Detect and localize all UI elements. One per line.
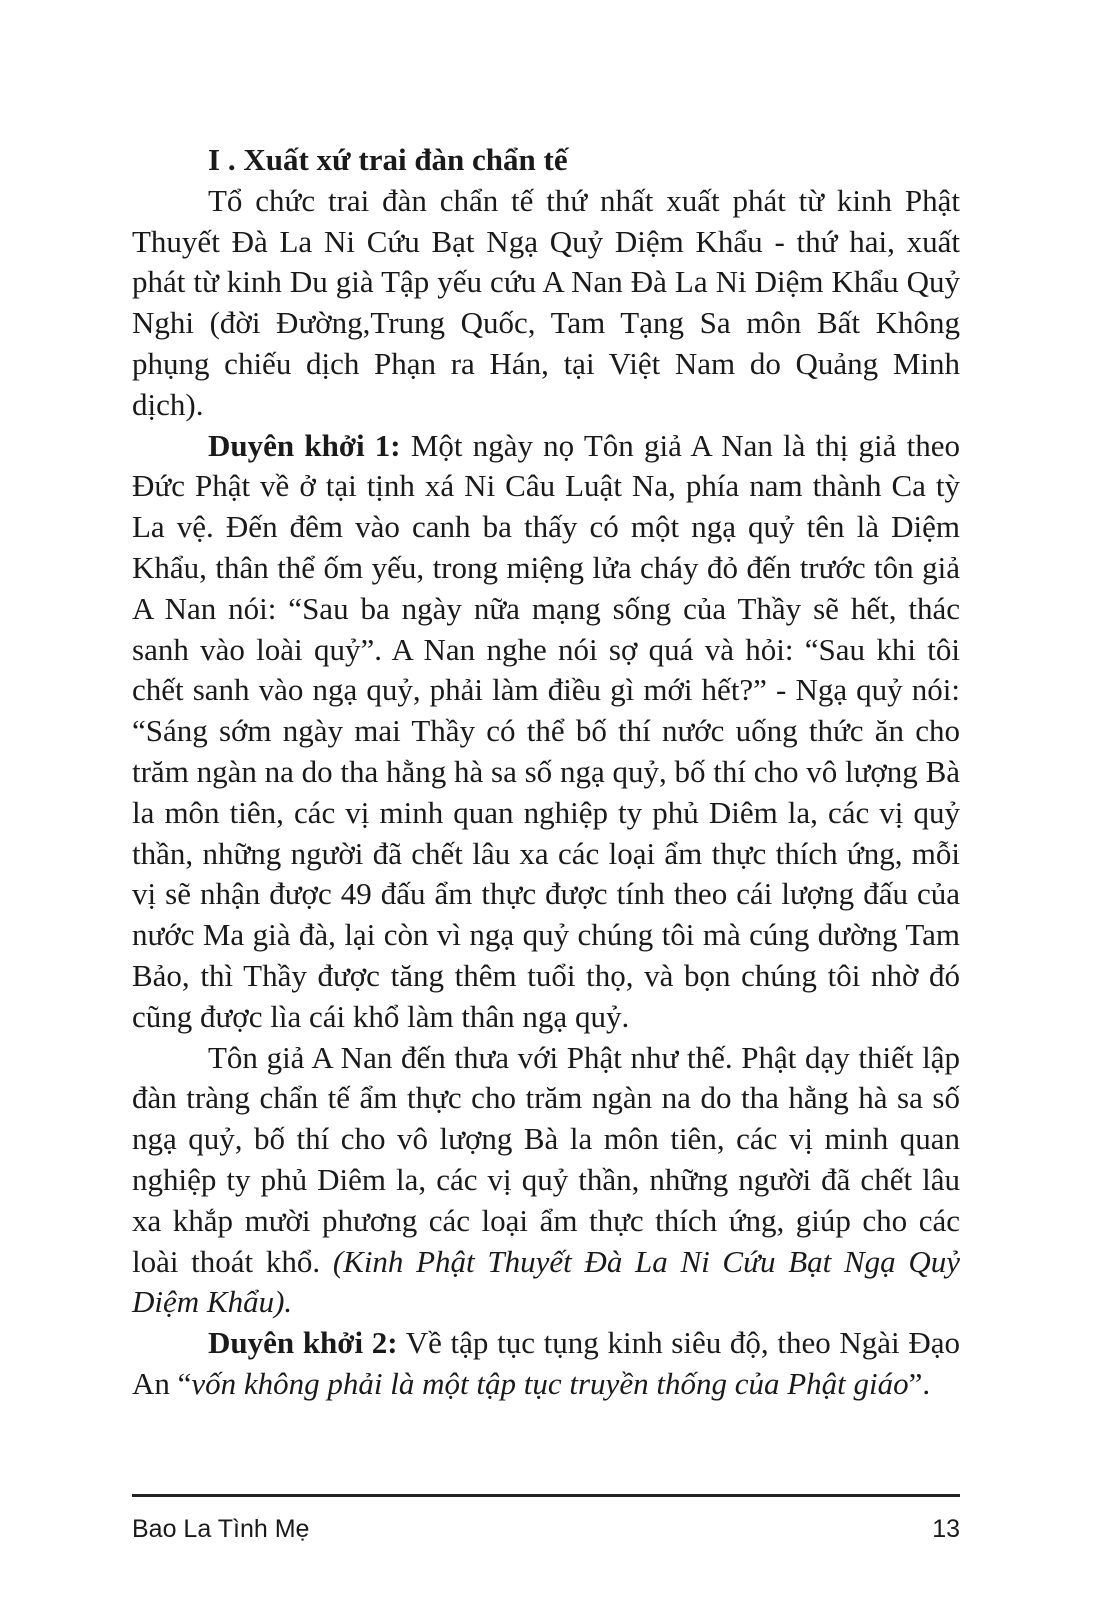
cause-2-text: Về tập tục tụng kinh siêu độ, theo Ngài Đạo An “: [132, 1325, 960, 1401]
paragraph-origin-text: Tổ chức trai đàn chẩn tế thứ nhất xuất phát từ kinh Phật Thuyết Đà La Ni Cứu Bạt Ngạ Quỷ Diệm Khẩu - thứ hai, xuất phát từ kinh Du già Tập yếu cứu A Nan Đà La Ni Diệm Khẩu Quỷ Nghi (đời Đường,Trung Quốc, Tam Tạng Sa môn Bất Không phụng chiếu dịch Phạn ra Hán, tại Việt Nam do Quảng Minh dịch).: [132, 182, 960, 422]
footer-page-number: 13: [932, 1515, 960, 1543]
cause-1-label: Duyên khởi 1:: [208, 427, 401, 463]
cause-2-label: Duyên khởi 2:: [208, 1325, 398, 1361]
footer-book-title: Bao La Tình Mẹ: [132, 1515, 310, 1543]
page-footer: [132, 1515, 960, 1544]
paragraph-buddha-teaching: [132, 1038, 960, 1324]
sutra-citation: (Kinh Phật Thuyết Đà La Ni Cứu Bạt Ngạ Quỷ Diệm Khẩu).: [132, 1243, 960, 1320]
cause-2-quote-end: ”.: [908, 1365, 931, 1401]
buddha-teaching-text: Tôn giả A Nan đến thưa với Phật như thế. Phật dạy thiết lập đàn tràng chẩn tế ẩm thực cho trăm ngàn na do tha hằng hà sa số ngạ quỷ, bố thí cho vô lượng Bà la môn tiên, các vị minh quan nghiệp ty phủ Diêm la, các vị quỷ thần, những người đã chết lâu xa khắp mười phương các loại ẩm thực thích ứng, giúp cho các loài thoát khổ.: [132, 1039, 960, 1279]
section-heading: I . Xuất xứ trai đàn chẩn tế: [208, 142, 568, 177]
page-body: [132, 140, 960, 1405]
cause-2-quote: vốn không phải là một tập tục truyền thống của Phật giáo: [191, 1365, 909, 1401]
footer-divider: [132, 1494, 960, 1497]
paragraph-cause-1: [132, 426, 960, 1038]
paragraph-cause-2: [132, 1323, 960, 1405]
cause-1-text: Một ngày nọ Tôn giả A Nan là thị giả theo Đức Phật về ở tại tịnh xá Ni Câu Luật Na, phía nam thành Ca tỳ La vệ. Đến đêm vào canh ba thấy có một ngạ quỷ tên là Diệm Khẩu, thân thể ốm yếu, trong miệng lửa cháy đỏ đến trước tôn giả A Nan nói: “Sau ba ngày nữa mạng sống của Thầy sẽ hết, thác sanh vào loài quỷ”. A Nan nghe nói sợ quá và hỏi: “Sau khi tôi chết sanh vào ngạ quỷ, phải làm điều gì mới hết?” - Ngạ quỷ nói: “Sáng sớm ngày mai Thầy có thể bố thí nước uống thức ăn cho trăm ngàn na do tha hằng hà sa số ngạ quỷ, bố thí cho vô lượng Bà la môn tiên, các vị minh quan nghiệp ty phủ Diêm la, các vị quỷ thần, những người đã chết lâu xa các loại ẩm thực thích ứng, mỗi vị sẽ nhận được 49 đấu ẩm thực được tính theo cái lượng đấu của nước Ma già đà, lại còn vì ngạ quỷ chúng tôi mà cúng dường Tam Bảo, thì Thầy được tăng thêm tuổi thọ, và bọn chúng tôi nhờ đó cũng được lìa cái khổ làm thân ngạ quỷ.: [132, 427, 960, 1034]
paragraph-origin: [132, 181, 960, 426]
